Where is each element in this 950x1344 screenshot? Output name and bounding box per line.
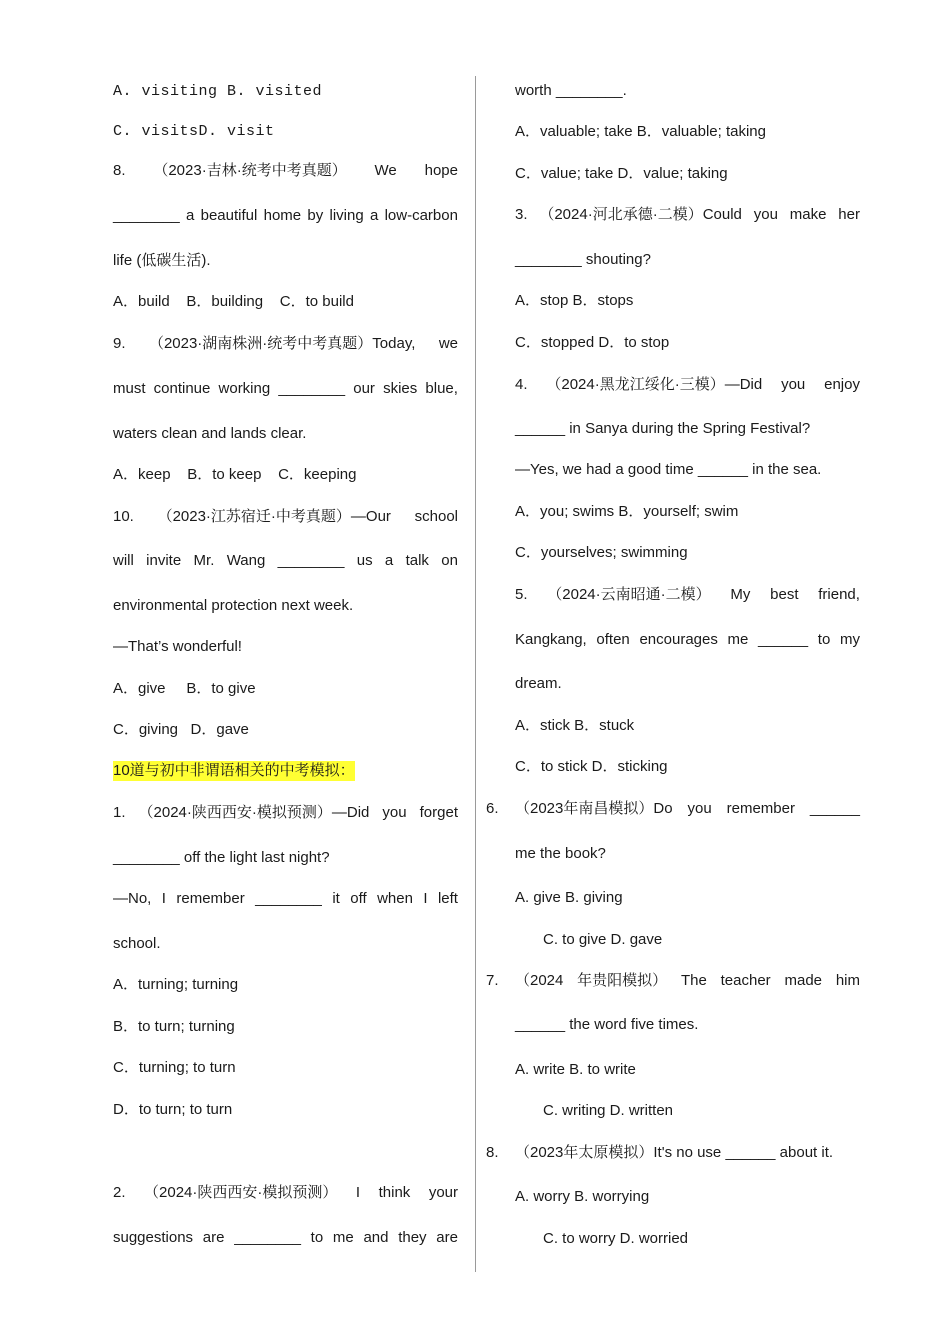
q7-options-ab: A. visiting B. visited [113,83,323,100]
q10-stem-line4: —That’s wonderful! [113,638,242,655]
s8-options-cd: C. to worry D. worried [543,1230,689,1247]
word: Kangkang, [515,631,587,648]
s4-stem-line2: ______ in Sanya during the Spring Festival? [515,420,811,437]
q10-options-ab: A．give B．to give [113,680,256,697]
word: （2024·河北承德·二模）Could [539,206,742,223]
word: your [428,1184,458,1201]
word: to [310,1229,324,1246]
word: living [329,207,364,224]
q8-stem-line2 [113,206,458,226]
word: you [753,206,778,223]
word: talk [405,552,429,569]
s1-stem-line4: school. [113,935,161,952]
word: best [770,586,799,603]
word: are [436,1229,458,1246]
word: 9. [113,335,126,352]
word: 10. [113,508,134,525]
s8-options-ab: A. worry B. worrying [515,1188,650,1205]
s7-number: 7. [486,972,499,989]
word: left [437,890,458,907]
word: ______ [758,631,809,648]
word: and [363,1229,389,1246]
word: us [356,552,373,569]
s6-options-ab: A. give B. giving [515,889,623,906]
word: ________ [255,890,322,907]
word: are [202,1229,225,1246]
word: 3. [515,206,528,223]
s6-stem-line1 [515,799,860,819]
word: 4. [515,376,528,393]
word: you [687,800,712,817]
s1-option-c: C．turning; to turn [113,1059,236,1076]
q10-options-cd: C．giving D．gave [113,721,249,738]
word: suggestions [113,1229,194,1246]
word: （2024 [515,972,564,989]
s5-options-cd: C．to stick D．sticking [515,758,668,775]
word: （2024·陕西西安·模拟预测） [144,1184,338,1201]
word: I [161,890,166,907]
q10-stem-line3: environmental protection next week. [113,597,354,614]
word: （2023·吉林·统考中考真题） [153,162,347,179]
s2-options-ab: A．valuable; take B．valuable; taking [515,123,766,140]
word: low-carbon [384,207,458,224]
word: The [680,972,707,989]
word: continue [153,380,211,397]
q8-stem-line1 [113,161,458,181]
word: Wang [226,552,266,569]
s7-options-ab: A. write B. to write [515,1061,636,1078]
s7-stem-line1 [515,971,860,991]
s8-stem-line1: （2023年太原模拟）It's no use ______ about it. [515,1144,834,1161]
s3-stem-line2: ________ shouting? [515,251,651,268]
word: ________ [277,552,345,569]
word: （2023年南昌模拟）Do [515,800,673,817]
section-heading: 10道与初中非谓语相关的中考模拟： [113,762,355,779]
word: —No, [113,890,152,907]
word: school [414,508,458,525]
q10-stem-line1 [113,507,458,527]
word: ________ [278,380,346,397]
word: forget [419,804,458,821]
s2-options-cd: C．value; take D．value; taking [515,165,728,182]
word: friend, [818,586,860,603]
word: when [377,890,413,907]
word: 1. [113,804,126,821]
q9-stem-line1 [113,334,458,354]
word: me [727,631,749,648]
word: him [835,972,860,989]
word: （2024·陕西西安·模拟预测）—Did [138,804,370,821]
word: remember [176,890,245,907]
s6-options-cd: C. to give D. gave [543,931,663,948]
word: ________ [234,1229,301,1246]
word: 2. [113,1184,126,1201]
word: My [730,586,751,603]
s1-option-d: D．to turn; to turn [113,1101,233,1118]
s5-options-ab: A．stick B．stuck [515,717,635,734]
word: （2023·江苏宿迁·中考真题）—Our [157,508,391,525]
word: made [784,972,823,989]
word: me [332,1229,354,1246]
s3-options-ab: A．stop B．stops [515,292,634,309]
word: it [332,890,340,907]
s4-stem-line1 [515,375,860,395]
word: often [596,631,630,648]
word: （2024·黑龙江绥化·三模）—Did [546,376,763,393]
word: skies [383,380,418,397]
word: I [355,1184,361,1201]
word: invite [146,552,182,569]
word: encourages [639,631,718,648]
word: beautiful [200,207,258,224]
word: Mr. [193,552,215,569]
column-divider [475,76,476,1272]
word: ________ [113,207,180,224]
word: hope [424,162,458,179]
word: our [353,380,375,397]
q9-stem-line2 [113,379,458,399]
word: you [781,376,806,393]
s7-stem-line2: ______ the word five times. [515,1016,699,1033]
s6-stem-line2: me the book? [515,845,606,862]
word: 8. [113,162,126,179]
word: teacher [720,972,771,989]
word: 年贵阳模拟） [577,972,668,989]
s7-options-cd: C. writing D. written [543,1102,674,1119]
s1-stem-line2: ________ off the light last night? [113,849,330,866]
q9-stem-line3: waters clean and lands clear. [113,425,307,442]
q8-options: A．build B．building C．to build [113,293,354,310]
word: to [817,631,831,648]
word: blue, [425,380,458,397]
word: I [423,890,428,907]
q8-stem-line3: life (低碳生活). [113,252,211,269]
q7-options-cd: C. visitsD. visit [113,123,275,140]
word: they [398,1229,427,1246]
word: a [384,552,394,569]
word: remember [726,800,795,817]
word: will [113,552,134,569]
word: a [186,207,195,224]
s1-stem-line1 [113,803,458,823]
word: think [378,1184,411,1201]
s3-stem-line1 [515,205,860,225]
word: working [218,380,271,397]
word: home [263,207,302,224]
s3-options-cd: C．stopped D．to stop [515,334,670,351]
s1-stem-line3 [113,889,458,909]
word: off [350,890,367,907]
s8-number: 8. [486,1144,499,1161]
s2-stem-line3: worth ________. [515,82,627,99]
s1-option-a: A．turning; turning [113,976,239,993]
q9-options: A．keep B．to keep C．keeping [113,466,357,483]
s2-stem-line1 [113,1183,458,1203]
word: you [382,804,407,821]
word: a [369,207,379,224]
word: （2023·湖南株洲·统考中考真题）Today, [148,335,416,352]
s4-options-ab: A．you; swims B．yourself; swim [515,503,739,520]
word: We [374,162,397,179]
word: 5. [515,586,528,603]
word: we [438,335,458,352]
word: ______ [809,800,860,817]
word: must [113,380,146,397]
q10-stem-line2 [113,551,458,571]
word: by [307,207,324,224]
s2-stem-line2 [113,1228,458,1248]
s5-stem-line3: dream. [515,675,562,692]
s1-option-b: B．to turn; turning [113,1018,235,1035]
word: （2024·云南昭通·二模） [547,586,711,603]
word: my [839,631,860,648]
word: on [441,552,458,569]
s5-stem-line1 [515,585,860,605]
s4-stem-line3: —Yes, we had a good time ______ in the sea. [515,461,822,478]
word: make [789,206,827,223]
word: her [838,206,860,223]
s4-options-c: C．yourselves; swimming [515,544,688,561]
s5-stem-line2 [515,630,860,650]
s6-number: 6. [486,800,499,817]
word: enjoy [824,376,860,393]
